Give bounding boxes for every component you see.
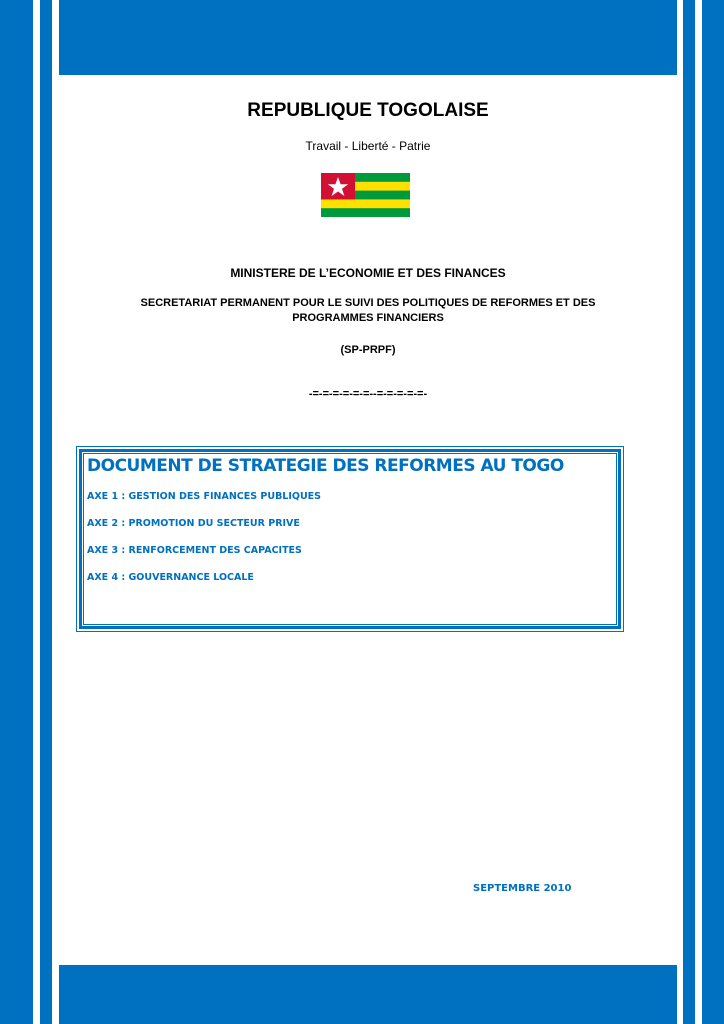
frame-bottom-fill [59, 965, 677, 1024]
togo-flag-icon [321, 173, 410, 217]
frame-left-gap-inner [52, 0, 59, 1024]
secretariat-name: SECRETARIAT PERMANENT POUR LE SUIVI DES POLITIQUES DE REFORMES ET DES PROGRAMMES FINANCIERS [140, 297, 596, 324]
frame-left-bar [0, 0, 33, 1024]
decorative-separator: -=-=-=-=-=-=--=-=-=-=-=- [308, 388, 428, 400]
frame-right-gap-inner [677, 0, 683, 1024]
axe-item-1: AXE 1 : GESTION DES FINANCES PUBLIQUES [87, 491, 322, 502]
frame-right-bar [702, 0, 724, 1024]
secretariat-acronym: (SP-PRPF) [340, 344, 396, 356]
axe-item-2: AXE 2 : PROMOTION DU SECTEUR PRIVE [87, 518, 300, 529]
axe-item-3: AXE 3 : RENFORCEMENT DES CAPACITES [87, 545, 302, 556]
publication-date: SEPTEMBRE 2010 [473, 883, 572, 894]
country-title: REPUBLIQUE TOGOLAISE [247, 100, 489, 121]
frame-right-stripe [683, 0, 695, 1024]
national-motto: Travail - Liberté - Patrie [305, 139, 431, 153]
frame-left-stripe [40, 0, 52, 1024]
frame-right-gap [695, 0, 702, 1024]
axe-item-4: AXE 4 : GOUVERNANCE LOCALE [87, 572, 254, 583]
frame-top-fill [59, 0, 677, 75]
document-box-inner-border [83, 453, 617, 625]
ministry-name: MINISTERE DE L’ECONOMIE ET DES FINANCES [230, 266, 506, 280]
frame-left-gap [33, 0, 40, 1024]
document-title: DOCUMENT DE STRATEGIE DES REFORMES AU TOGO [87, 456, 564, 476]
